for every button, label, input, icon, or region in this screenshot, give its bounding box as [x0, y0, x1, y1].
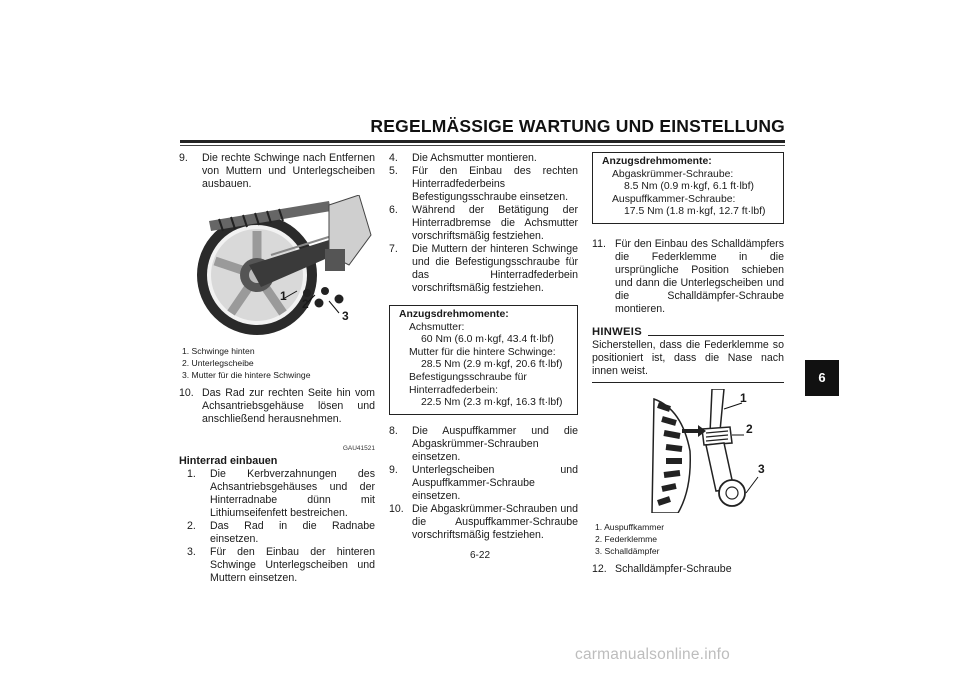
header-rule-thin	[180, 145, 785, 146]
step-text: Das Rad in die Radnabe einsetzen.	[210, 520, 375, 545]
step-text: Für den Einbau des Schalldämpfers die Federklemme in die ursprüngliche Position schieben und dann die Unterlegscheiben und die Schalldämpfer-Schraube montieren.	[615, 237, 784, 315]
step-6	[389, 204, 578, 243]
step-1	[187, 468, 375, 520]
note-end-rule	[592, 382, 784, 383]
page-number: 6-22	[469, 550, 490, 561]
callout-1: 1	[280, 289, 287, 303]
column-3	[592, 152, 784, 576]
step-number: 2.	[187, 520, 196, 532]
step-4	[389, 152, 578, 165]
step-text: Die rechte Schwinge nach Entfernen von Muttern und Unterlegscheiben ausbauen.	[202, 152, 375, 190]
torque-title: Anzugsdrehmomente:	[399, 309, 509, 320]
step-text: Für den Einbau des rechten Hinterradfederbeins Befestigungsschraube einsetzen.	[412, 165, 578, 203]
caption: 1. Auspuffkammer	[595, 521, 665, 532]
step-2	[187, 520, 375, 546]
step-number: 12.	[592, 562, 607, 575]
step-number: 1.	[187, 468, 196, 480]
step-text: Während der Betätigung der Hinterradbremse die Achsmutter vorschriftsmäßig festziehen.	[412, 204, 578, 242]
step-10b	[389, 503, 578, 542]
step-text: Die Auspuffkammer und die Abgaskrümmer-Schrauben einsetzen.	[412, 424, 578, 463]
caption: 2. Federklemme	[595, 533, 658, 544]
step-text: Für den Einbau der hinteren Schwinge Unterlegscheiben und Muttern einsetzen.	[210, 546, 375, 584]
step-number: 8.	[389, 424, 398, 437]
torque-value: 8.5 Nm (0.9 m·kgf, 6.1 ft·lbf)	[624, 181, 754, 193]
torque-label: Befestigungsschraube für Hinterradfederbein:	[409, 371, 527, 396]
torque-box-axle	[389, 305, 578, 415]
torque-label: Mutter für die hintere Schwinge:	[409, 346, 556, 358]
section-code: GAU41521	[342, 445, 375, 452]
note-text: Sicherstellen, dass die Federklemme so positioniert ist, dass die Nase nach innen weist.	[592, 338, 784, 377]
step-text: Unterlegscheiben und Auspuffkammer-Schraube einsetzen.	[412, 463, 578, 502]
step-number: 9.	[389, 463, 398, 476]
caption: 3. Mutter für die hintere Schwinge	[182, 370, 311, 380]
callout-3: 3	[342, 309, 349, 323]
figure-rear-wheel	[179, 195, 375, 341]
column-2	[389, 152, 578, 542]
torque-label: Auspuffkammer-Schraube:	[612, 193, 736, 205]
step-9	[179, 152, 375, 191]
step-number: 11.	[592, 237, 606, 250]
step-text: Die Kerbverzahnungen des Achsantriebsgehäuses und der Hinterradnabe dünn mit Lithiumseifenfett bestreichen.	[210, 468, 375, 519]
step-5	[389, 165, 578, 204]
watermark: carmanualsonline.info	[575, 646, 730, 663]
note-header	[592, 326, 784, 339]
step-3	[187, 546, 375, 585]
step-11	[592, 238, 784, 316]
torque-value: 17.5 Nm (1.8 m·kgf, 12.7 ft·lbf)	[624, 206, 766, 218]
exhaust-illustration	[592, 389, 784, 513]
section-heading: Hinterrad einbauen	[179, 455, 278, 467]
step-number: 10.	[389, 502, 404, 515]
step-number: 7.	[389, 243, 398, 255]
step-text: Schalldämpfer-Schraube	[615, 562, 732, 575]
step-number: 5.	[389, 165, 398, 177]
step-number: 3.	[187, 546, 196, 558]
torque-box-exhaust	[592, 152, 784, 224]
step-number: 9.	[179, 152, 188, 164]
callout-1: 1	[740, 390, 747, 405]
step-text: Das Rad zur rechten Seite hin vom Achsantriebsgehäuse lösen und anschließend herausnehmen.	[202, 387, 375, 425]
figure-1-captions	[179, 345, 375, 381]
torque-label: Abgaskrümmer-Schraube:	[612, 168, 734, 180]
callout-3: 3	[758, 461, 765, 476]
step-8	[389, 425, 578, 464]
figure-exhaust	[592, 389, 784, 513]
caption: 3. Schalldämpfer	[595, 545, 660, 556]
chapter-tab: 6	[805, 360, 839, 396]
step-number: 4.	[389, 152, 398, 164]
callout-2: 2	[746, 421, 753, 436]
step-9b	[389, 464, 578, 503]
page-title: REGELMÄSSIGE WARTUNG UND EINSTELLUNG	[370, 116, 785, 136]
header-rule-thick	[180, 140, 785, 143]
torque-value: 60 Nm (6.0 m·kgf, 43.4 ft·lbf)	[421, 334, 554, 346]
callout-2: 2	[302, 297, 309, 311]
step-7	[389, 243, 578, 295]
figure-2-captions	[592, 521, 784, 557]
torque-value: 28.5 Nm (2.9 m·kgf, 20.6 ft·lbf)	[421, 359, 563, 371]
torque-value: 22.5 Nm (2.3 m·kgf, 16.3 ft·lbf)	[421, 397, 563, 409]
step-12	[592, 563, 784, 576]
install-steps	[179, 468, 375, 585]
torque-title: Anzugsdrehmomente:	[602, 156, 712, 167]
step-number: 10.	[179, 387, 194, 399]
note-label: HINWEIS	[592, 325, 642, 338]
step-text: Die Muttern der hinteren Schwinge und die Befestigungsschraube für das Hinterradfederbein vorschriftsmäßig festziehen.	[412, 243, 578, 294]
step-text: Die Abgaskrümmer-Schrauben und die Auspuffkammer-Schraube vorschriftsmäßig festziehen.	[412, 502, 578, 541]
caption: 2. Unterlegscheibe	[182, 358, 254, 368]
step-text: Die Achsmutter montieren.	[412, 152, 537, 164]
torque-label: Achsmutter:	[409, 321, 465, 333]
step-number: 6.	[389, 204, 398, 216]
caption: 1. Schwinge hinten	[182, 346, 255, 356]
note-rule	[648, 335, 784, 336]
step-10	[179, 387, 375, 426]
column-1	[179, 152, 375, 585]
